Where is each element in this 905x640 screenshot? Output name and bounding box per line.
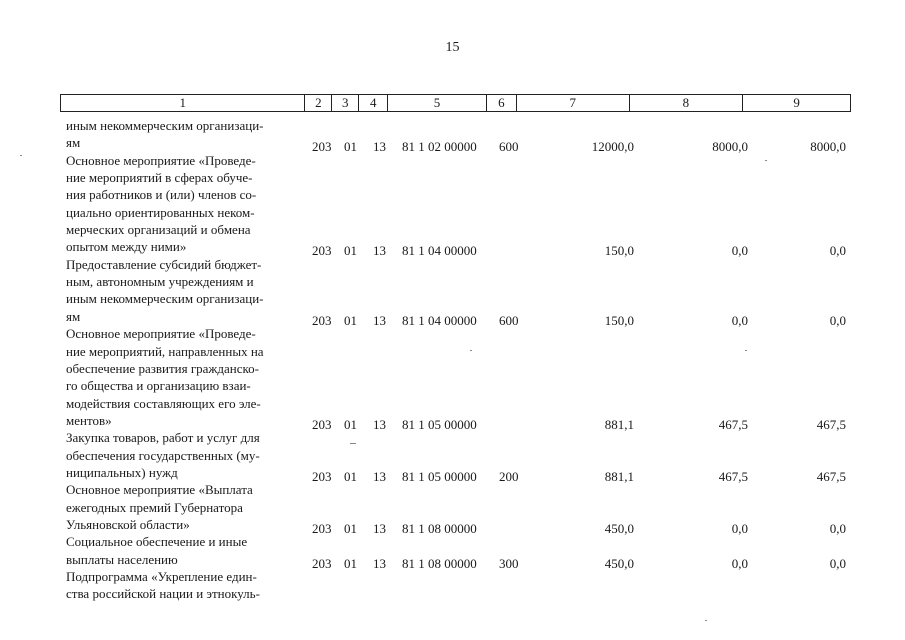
cell-col-4: 13 [373, 555, 386, 571]
cell-col-5: 81 1 04 00000 [402, 243, 477, 259]
header-col-9: 9 [793, 95, 800, 110]
description-line: ние мероприятий в сферах обуче- [66, 170, 253, 186]
cell-col-7: 450,0 [604, 521, 634, 537]
cell-col-7: 150,0 [604, 243, 634, 259]
cell-col-2: 203 [312, 312, 332, 328]
cell-col-8: 0,0 [731, 521, 748, 537]
row-description [66, 152, 302, 256]
cell-col-8: 0,0 [731, 312, 748, 328]
cell-col-7: 881,1 [604, 469, 634, 484]
cell-col-6: 600 [499, 139, 519, 155]
cell-col-5: 81 1 05 00000 [402, 416, 477, 432]
description-line: ям [66, 135, 81, 151]
cell-col-5: 81 1 08 00000 [402, 521, 477, 537]
cell-col-5: 81 1 08 00000 [402, 555, 477, 571]
description-line: иным некоммерческим организаци- [66, 118, 264, 133]
cell-col-6: 600 [499, 312, 519, 328]
cell-col-2: 203 [312, 555, 332, 571]
cell-col-4: 13 [373, 139, 386, 155]
description-line: Основное мероприятие «Проведе- [66, 152, 256, 168]
row-description [66, 429, 302, 481]
scan-speck [705, 620, 707, 621]
table-header [60, 94, 851, 112]
description-line: циально ориентированных неком- [66, 204, 255, 220]
cell-col-8: 8000,0 [712, 139, 748, 155]
description-line: Социальное обеспечение и иные [66, 534, 248, 550]
scan-speck [20, 155, 22, 156]
cell-col-2: 203 [312, 243, 332, 259]
header-col-1: 1 [61, 95, 305, 111]
cell-col-8: 0,0 [731, 243, 748, 259]
header-col-2: 2 [305, 95, 332, 111]
description-line: мерческих организаций и обмена [66, 222, 251, 238]
description-line: Подпрограмма «Укрепление един- [66, 569, 257, 585]
cell-col-4: 13 [373, 469, 386, 484]
cell-col-7: 12000,0 [591, 139, 634, 155]
row-description [66, 325, 302, 429]
description-line: опытом между ними» [66, 239, 187, 255]
description-line: обеспечения государственных (му- [66, 447, 260, 463]
scan-speck [745, 350, 747, 351]
cell-col-3: 01 [344, 555, 357, 571]
description-line: Основное мероприятие «Выплата [66, 482, 253, 498]
cell-col-9: 0,0 [829, 243, 846, 259]
row-description [66, 117, 302, 152]
cell-col-9: 467,5 [816, 416, 846, 432]
description-line: обеспечение развития гражданско- [66, 360, 260, 376]
cell-col-3: 01 [344, 243, 357, 259]
cell-col-3: 01 [344, 469, 357, 484]
cell-col-9: 0,0 [829, 521, 846, 537]
description-line: ние мероприятий, направленных на [66, 343, 264, 359]
cell-col-9: 0,0 [829, 555, 846, 571]
description-line: выплаты населению [66, 551, 178, 567]
cell-col-7: 150,0 [604, 312, 634, 328]
scan-speck [470, 350, 472, 351]
cell-col-7: 450,0 [604, 555, 634, 571]
cell-col-8: 467,5 [718, 416, 748, 432]
cell-col-4: 13 [373, 521, 386, 537]
cell-col-9: 467,5 [816, 469, 846, 484]
cell-col-7: 881,1 [604, 416, 634, 432]
cell-col-6: 300 [499, 555, 519, 571]
header-col-7: 7 [517, 95, 630, 111]
description-line: ным, автономным учреждениям и [66, 274, 254, 290]
scan-speck [765, 160, 767, 161]
cell-col-3: 01 [344, 521, 357, 537]
cell-col-5: 81 1 04 00000 [402, 312, 477, 328]
page-number: 15 [445, 40, 460, 55]
cell-col-8: 467,5 [718, 469, 748, 484]
description-line: ния работников и (или) членов со- [66, 187, 257, 203]
cell-col-5: 81 1 05 00000 [402, 469, 477, 484]
header-col-8: 8 [630, 95, 744, 111]
cell-col-6: 200 [499, 469, 519, 484]
description-line: Предоставление субсидий бюджет- [66, 256, 262, 272]
cell-col-4: 13 [373, 243, 386, 259]
cell-col-2: 203 [312, 139, 332, 155]
header-col-6: 6 [487, 95, 517, 111]
header-col-4: 4 [359, 95, 388, 111]
cell-col-5: 81 1 02 00000 [402, 139, 477, 155]
description-line: ежегодных премий Губернатора [66, 499, 243, 515]
description-line: Ульяновской области» [66, 517, 190, 533]
cell-col-2: 203 [312, 416, 332, 432]
header-col-3: 3 [332, 95, 359, 111]
description-line: ниципальных) нужд [66, 464, 178, 480]
row-description [66, 533, 302, 568]
scan-speck [350, 443, 356, 444]
description-line: модействия составляющих его эле- [66, 395, 261, 411]
description-line: Закупка товаров, работ и услуг для [66, 430, 260, 446]
description-line: иным некоммерческим организаци- [66, 291, 264, 307]
cell-col-2: 203 [312, 469, 332, 484]
cell-col-4: 13 [373, 416, 386, 432]
cell-col-3: 01 [344, 416, 357, 432]
cell-col-2: 203 [312, 521, 332, 537]
cell-col-4: 13 [373, 312, 386, 328]
row-description [66, 481, 302, 533]
description-line: ям [66, 308, 81, 324]
description-line: Основное мероприятие «Проведе- [66, 326, 256, 342]
description-line: ства российской нации и этнокуль- [66, 586, 260, 602]
description-line: ментов» [66, 412, 112, 428]
header-col-5: 5 [388, 95, 487, 111]
description-line: го общества и организацию взаи- [66, 378, 251, 394]
row-description [66, 568, 302, 603]
row-description [66, 256, 302, 325]
cell-col-9: 8000,0 [810, 139, 846, 155]
cell-col-3: 01 [344, 312, 357, 328]
cell-col-3: 01 [344, 139, 357, 155]
cell-col-9: 0,0 [829, 312, 846, 328]
cell-col-8: 0,0 [731, 555, 748, 571]
